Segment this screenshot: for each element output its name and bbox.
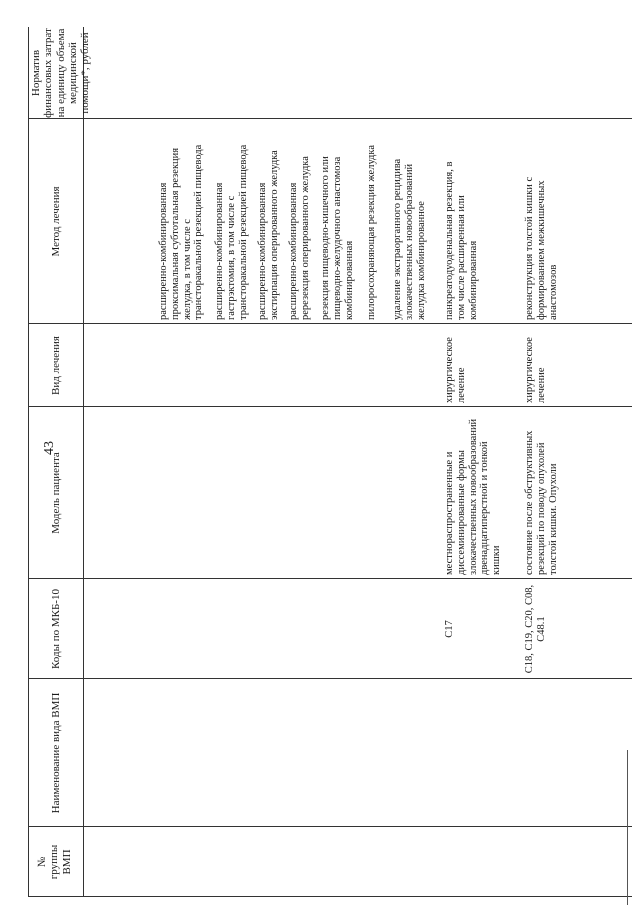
header-treatment-type: Вид лечения (50, 336, 62, 395)
model-line: местнораспространенные и (444, 451, 455, 575)
treatment-line: хирургическое (524, 337, 535, 403)
method-item (257, 150, 281, 320)
header-cost-norm (30, 27, 92, 119)
codes-line: C48.1 (535, 616, 547, 642)
page-number: 43 (42, 441, 57, 455)
header-vmp-name: Наименование вида ВМП (50, 692, 62, 814)
method-item (158, 145, 205, 320)
method-item (320, 156, 355, 320)
method-line: расширенно-комбинированная (288, 182, 299, 320)
header-treatment-method: Метод лечения (50, 186, 62, 257)
header-line: группы (48, 844, 61, 880)
method-line: гастрэктомия, в том числе с (225, 195, 237, 320)
method-line: резекция пищеводно-кишечного или (320, 156, 331, 320)
patient-model-cell (524, 431, 559, 575)
col-border (28, 118, 632, 119)
icd-codes-cell: C17 (444, 620, 455, 638)
codes-line: C18, C19, C20, C08, (524, 584, 535, 674)
method-line: расширенно-комбинированная (214, 182, 225, 320)
method-line: комбинированная (467, 240, 479, 320)
header-separator (83, 27, 84, 897)
method-line: злокачественных новообразований (403, 163, 415, 320)
header-line: медицинской (66, 42, 79, 104)
method-item (524, 177, 559, 320)
method-line: ререзекция оперированного желудка (299, 156, 311, 320)
method-line: проксимальная субтотальная резекция (169, 147, 181, 320)
method-line: комбинированная (343, 240, 355, 320)
treatment-line: лечение (455, 367, 467, 403)
header-line: помощи*, рублей (79, 32, 92, 114)
treatment-type-cell (444, 337, 468, 403)
treatment-line: лечение (535, 367, 547, 403)
method-item (214, 145, 249, 320)
model-line: кишки (491, 545, 502, 575)
method-line: трансторакальной резекцией пищевода (193, 144, 205, 320)
method-item (444, 162, 479, 320)
method-item (392, 159, 427, 320)
header-line: финансовых затрат (42, 28, 55, 118)
header-icd-codes: Коды по МКБ-10 (50, 589, 62, 669)
model-line: злокачественных новообразований (467, 418, 479, 575)
col-border (28, 896, 632, 897)
col-border (28, 826, 632, 827)
footnote-rule (627, 750, 628, 905)
model-line: диссеминированные формы (455, 450, 467, 575)
method-line: расширенно-комбинированная (257, 182, 268, 320)
icd-codes-cell (524, 579, 548, 679)
method-line: том числе расширенная или (455, 195, 467, 320)
col-border (28, 323, 632, 324)
model-line: толстой кишки. Опухоли (547, 463, 559, 575)
method-line: анастомозов (547, 264, 559, 320)
method-line: удаление экстраорганного рецидива (392, 158, 403, 320)
model-line: состояние после обструктивных (524, 430, 535, 575)
model-line: двенадцатиперстной и тонкой (479, 441, 491, 575)
method-line: экстирпация оперированного желудка (268, 150, 280, 320)
method-line: трансторакальной резекцией пищевода (237, 144, 249, 320)
method-line: панкреатодуоденальная резекция, в (444, 161, 455, 320)
header-line: № (36, 856, 48, 868)
treatment-line: хирургическое (444, 337, 455, 403)
patient-model-cell (444, 419, 503, 575)
method-line: желудка комбинированное (415, 201, 427, 320)
header-line: ВМП (60, 849, 73, 875)
procedures-table (28, 27, 632, 897)
header-group-no (36, 827, 73, 897)
header-patient-model: Модель пациента (50, 452, 62, 534)
method-line: пищеводно-желудочного анастомоза (331, 156, 343, 320)
method-line: пилоросохраняющая резекция желудка (366, 145, 377, 320)
method-line: расширенно-комбинированная (158, 182, 169, 320)
method-line: реконструкция толстой кишки с (524, 176, 535, 320)
table-top-border (28, 27, 29, 897)
method-item (366, 145, 378, 320)
method-item (288, 156, 312, 320)
header-line: на единицу объема (54, 28, 67, 118)
model-line: резекций по поводу опухолей (535, 442, 547, 575)
method-line: формированием межкишечных (535, 180, 547, 320)
col-border (28, 406, 632, 407)
method-line: желудка, в том числе с (181, 219, 193, 320)
header-line: Норматив (30, 49, 42, 97)
treatment-type-cell (524, 337, 548, 403)
